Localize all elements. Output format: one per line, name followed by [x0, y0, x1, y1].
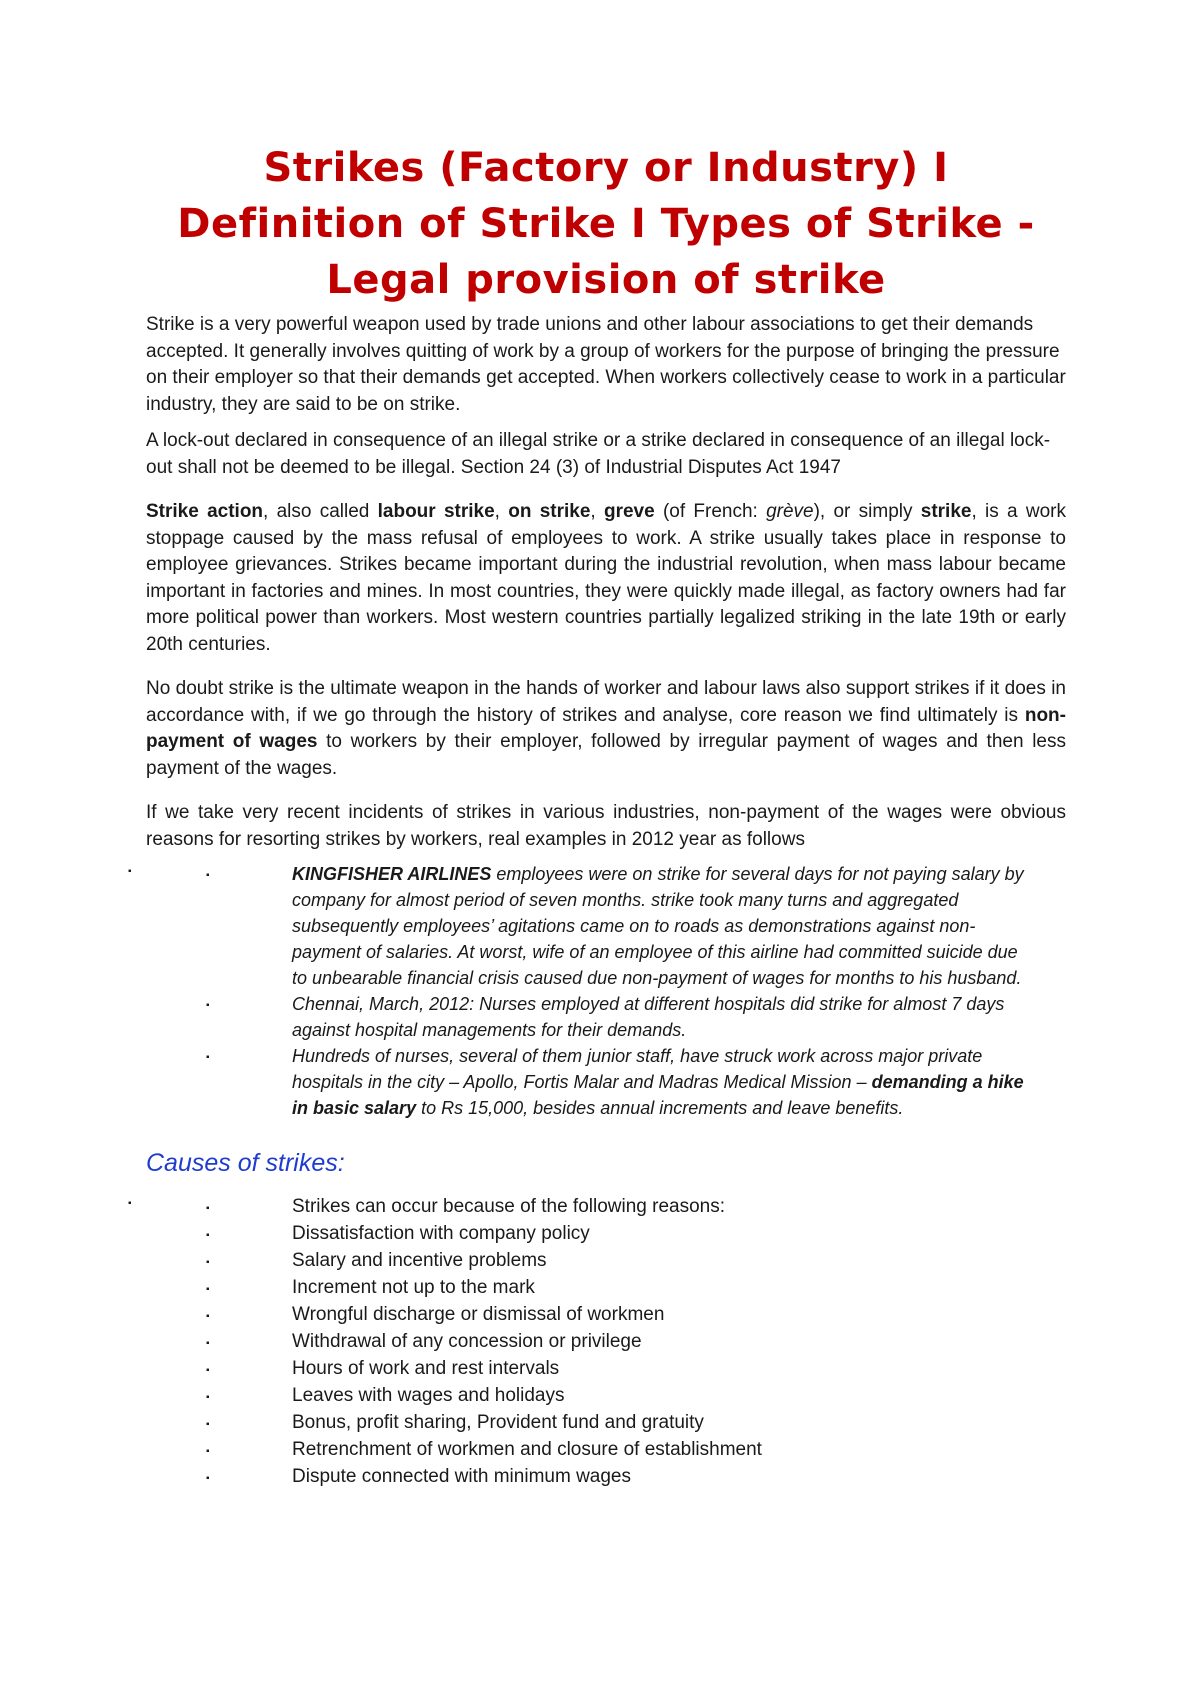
list-item: ▪ Hours of work and rest intervals — [146, 1355, 1066, 1382]
square-bullet-icon — [206, 1465, 210, 1492]
document-title — [146, 140, 1066, 308]
title-line-1: Strikes (Factory or Industry) I — [263, 145, 949, 191]
term-labour-strike: labour strike — [377, 501, 495, 522]
list-item: ▪ Hundreds of nurses, several of them junior staff, have struck work across major private hospitals in the city – Apollo, Fortis Malar and Madras Medical Mission – demanding a hike in basic salary to Rs 15,000, besides annual increments and leave benefits. — [146, 1043, 1066, 1121]
list-item: ▪ Leaves with wages and holidays — [146, 1382, 1066, 1409]
square-bullet-icon — [206, 1222, 210, 1249]
outer-bullet-icon — [128, 865, 132, 879]
strike-action-paragraph: Strike action, also called labour strike, on strike, greve (of French: grève), or simply strike, is a work stoppage caused by the mass refusal of employees to work. A strike usually takes place in response to employee grievances. Strikes became important during the industrial revolution, when mass labour became important in factories and mines. In most countries, they were quickly made illegal, as factory owners had far more political power than workers. Most western countries partially legalized striking in the late 19th or early 20th centuries. — [146, 501, 1066, 655]
square-bullet-icon — [206, 1357, 210, 1384]
square-bullet-icon — [206, 1195, 210, 1222]
title-line-2: Definition of Strike I Types of Strike - — [177, 201, 1035, 247]
salary-hike-emphasis: demanding a hike in basic salary — [292, 1072, 1024, 1118]
square-bullet-icon — [206, 1438, 210, 1465]
non-payment-emphasis: non-payment of wages — [146, 704, 1066, 752]
square-bullet-icon — [206, 993, 210, 1019]
square-bullet-icon — [206, 1330, 210, 1357]
causes-list — [146, 1193, 1066, 1490]
examples-list — [146, 861, 1066, 1121]
examples-list-block — [146, 861, 1066, 1121]
ultimate-weapon-paragraph: No doubt strike is the ultimate weapon in the hands of worker and labour laws also support strikes if it does in accordance with, if we go through the history of strikes and analyse, core reason we find ultimately is non-payment of wages to workers by their employer, followed by irregular payment of wages and then less payment of the wages. — [146, 678, 1066, 779]
title-line-3: Legal provision of strike — [326, 257, 886, 303]
square-bullet-icon — [206, 1411, 210, 1438]
list-item: ▪ Dispute connected with minimum wages — [146, 1463, 1066, 1490]
square-bullet-icon — [206, 1276, 210, 1303]
intro-paragraph: Strike is a very powerful weapon used by trade unions and other labour associations to get their demands accepted. It generally involves quitting of work by a group of workers for the purpose of bringing the pressure on their employer so that their demands get accepted. When workers collectively cease to work in a particular industry, they are said to be on strike. — [146, 314, 1066, 415]
square-bullet-icon — [206, 863, 210, 889]
recent-incidents-paragraph: If we take very recent incidents of strikes in various industries, non-payment of the wages were obvious reasons for resorting strikes by workers, real examples in 2012 year as follows — [146, 802, 1066, 850]
square-bullet-icon — [206, 1303, 210, 1330]
list-item: ▪ Chennai, March, 2012: Nurses employed at different hospitals did strike for almost 7 days against hospital managements for their demands. — [146, 991, 1066, 1043]
term-strike-action: Strike action — [146, 501, 264, 522]
kingfisher-airlines-label: KINGFISHER AIRLINES — [292, 864, 492, 884]
list-item: ▪ Strikes can occur because of the following reasons: — [146, 1193, 1066, 1220]
square-bullet-icon — [206, 1045, 210, 1071]
list-item: ▪ Bonus, profit sharing, Provident fund and gratuity — [146, 1409, 1066, 1436]
square-bullet-icon — [206, 1384, 210, 1411]
list-item: ▪ KINGFISHER AIRLINES employees were on strike for several days for not paying salary by company for almost period of seven months. strike took many turns and aggregated subsequently employees’ agitations came on to roads as demonstrations against non-payment of salaries. At worst, wife of an employee of this airline had committed suicide due to unbearable financial crisis caused due non-payment of wages for months to his husband. — [146, 861, 1066, 991]
term-greve: greve — [603, 501, 655, 522]
list-item: ▪ Salary and incentive problems — [146, 1247, 1066, 1274]
list-item: ▪ Retrenchment of workmen and closure of establishment — [146, 1436, 1066, 1463]
causes-heading: Causes of strikes: — [146, 1149, 345, 1177]
causes-list-block — [146, 1193, 1066, 1490]
list-item: ▪ Increment not up to the mark — [146, 1274, 1066, 1301]
outer-bullet-icon — [128, 1197, 132, 1211]
term-on-strike: on strike — [508, 501, 591, 522]
term-strike: strike — [920, 501, 972, 522]
list-item: ▪ Dissatisfaction with company policy — [146, 1220, 1066, 1247]
list-item: ▪ Withdrawal of any concession or privilege — [146, 1328, 1066, 1355]
term-french-greve: grève — [766, 501, 814, 522]
lockout-paragraph: A lock-out declared in consequence of an illegal strike or a strike declared in consequence of an illegal lock-out shall not be deemed to be illegal. Section 24 (3) of Industrial Disputes Act 1947 — [146, 430, 1051, 478]
document-page — [146, 140, 1066, 1490]
square-bullet-icon — [206, 1249, 210, 1276]
list-item: ▪ Wrongful discharge or dismissal of workmen — [146, 1301, 1066, 1328]
